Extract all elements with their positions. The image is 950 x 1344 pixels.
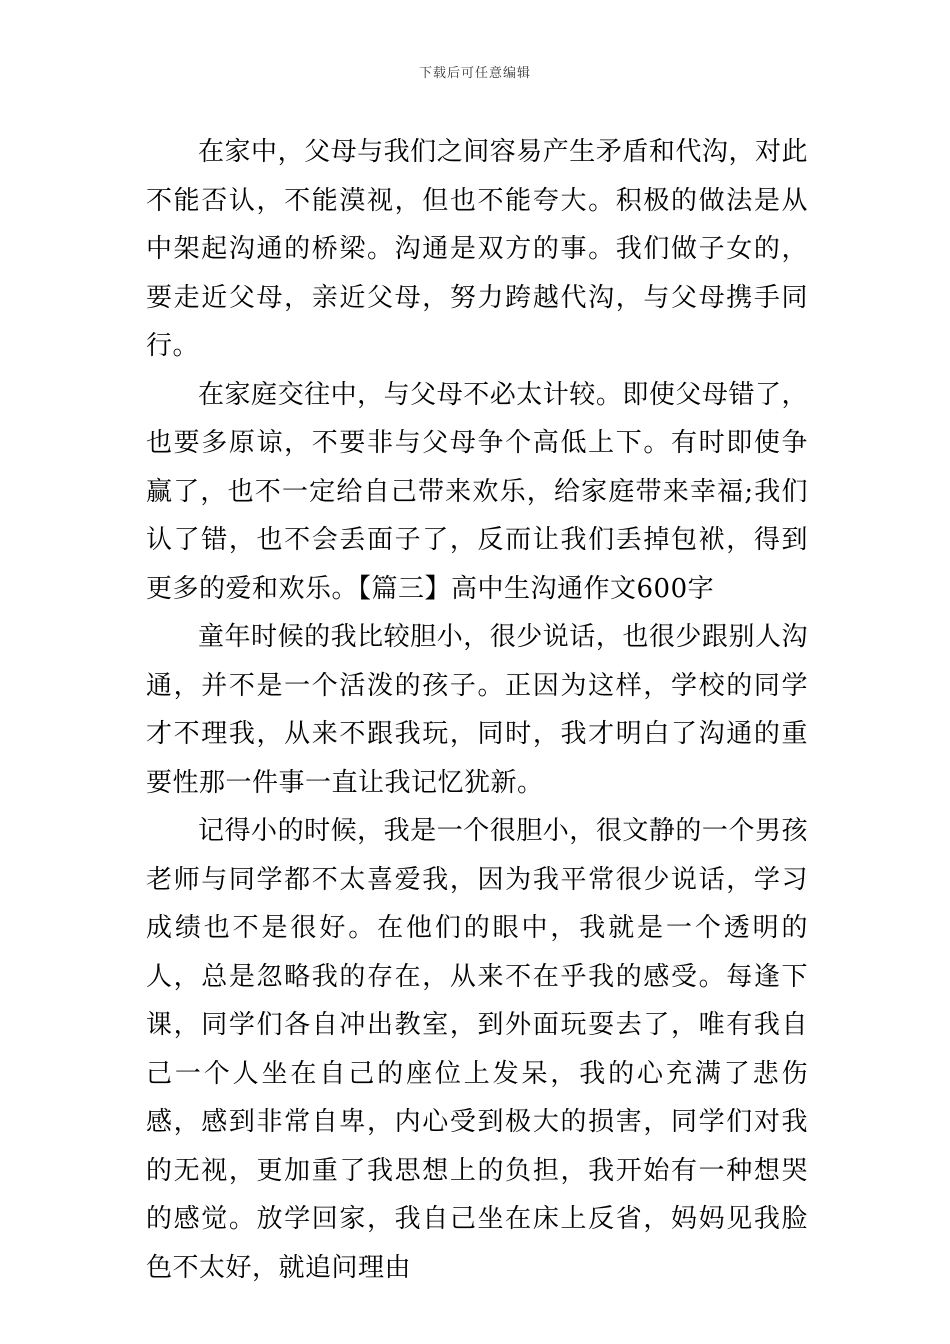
paragraph-4: 记得小的时候，我是一个很胆小，很文静的一个男孩老师与同学都不太喜爱我，因为我平常很少说话，学习成绩也不是很好。在他们的眼中，我就是一个透明的人，总是忽略我的存在，从来不在乎我的感受。每逢下课，同学们各自冲出教室，到外面玩耍去了，唯有我自己一个人坐在自己的座位上发呆，我的心充满了悲伤感，感到非常自卑，内心受到极大的损害，同学们对我的无视，更加重了我思想上的负担，我开始有一种想哭的感觉。放学回家，我自己坐在床上反省，妈妈见我脸色不太好，就追问理由 <box>146 816 808 1283</box>
paragraph-2: 在家庭交往中，与父母不必太计较。即使父母错了，也要多原谅，不要非与父母争个高低上下。有时即使争赢了，也不一定给自己带来欢乐，给家庭带来幸福;我们认了错，也不会丢面子了，反而让我们丢掉包袱，得到更多的爱和欢乐。【篇三】高中生沟通作文600字 <box>146 379 808 604</box>
document-body <box>146 128 808 1292</box>
page-header: 下载后可任意编辑 <box>418 66 531 81</box>
paragraph-3: 童年时候的我比较胆小，很少说话，也很少跟别人沟通，并不是一个活泼的孩子。正因为这样，学校的同学才不理我，从来不跟我玩，同时，我才明白了沟通的重要性那一件事一直让我记忆犹新。 <box>146 622 808 798</box>
paragraph-1: 在家中，父母与我们之间容易产生矛盾和代沟，对此不能否认，不能漠视，但也不能夸大。积极的做法是从中架起沟通的桥梁。沟通是双方的事。我们做子女的，要走近父母，亲近父母，努力跨越代沟，与父母携手同行。 <box>146 137 808 361</box>
